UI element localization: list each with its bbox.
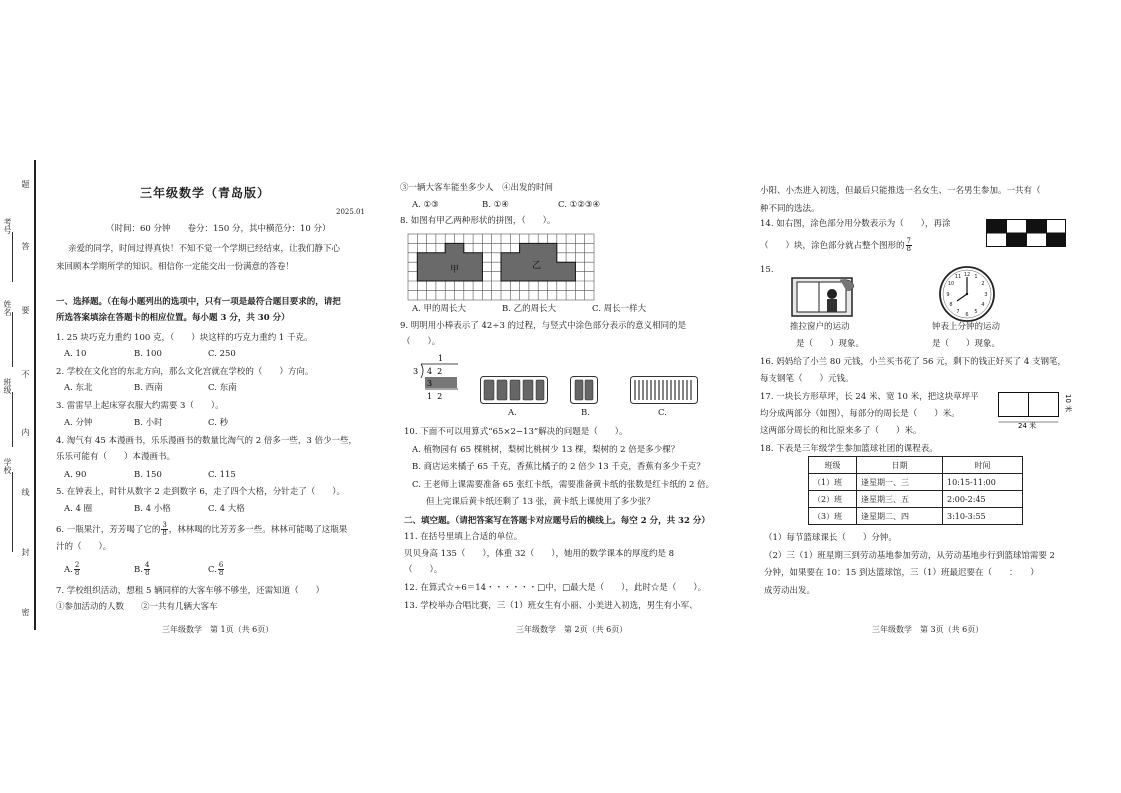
question-3: 3. 雷雷早上起床穿衣服大约需要 3（ ）。 bbox=[56, 401, 224, 411]
denominator: 8 bbox=[144, 569, 150, 577]
schedule-table bbox=[808, 456, 1023, 525]
table-cell: （2）班 bbox=[809, 491, 857, 508]
svg-text:8: 8 bbox=[949, 302, 953, 308]
question-9-cont: （ ）。 bbox=[402, 337, 441, 347]
option-c[interactable]: C. bbox=[658, 408, 667, 418]
svg-text:3: 3 bbox=[984, 292, 988, 298]
lawn-width-label: 10 米 bbox=[1064, 394, 1072, 413]
option-a[interactable]: A. 10 bbox=[64, 349, 87, 359]
table-cell: 逢星期二、四 bbox=[857, 508, 943, 525]
question-15: 15. bbox=[760, 265, 774, 275]
long-division bbox=[412, 352, 464, 406]
binding-label-school: 学校 bbox=[3, 458, 12, 474]
options-row bbox=[412, 200, 600, 211]
question-14-text: （ ）块，涂色部分就占整个图形的 bbox=[760, 241, 905, 251]
option-a[interactable]: A. bbox=[508, 408, 517, 418]
option-b[interactable]: B. ①④ bbox=[482, 200, 509, 210]
numerator: 7 bbox=[906, 237, 911, 245]
option-b[interactable]: B. 乙的周长大 bbox=[502, 304, 557, 314]
svg-text:12: 12 bbox=[963, 272, 971, 278]
option-b[interactable]: B. 商店运来橘子 65 千克，香蕉比橘子的 2 倍少 13 千克，香蕉有多少千克？ bbox=[412, 462, 705, 472]
option-c[interactable]: C. 秒 bbox=[208, 418, 229, 428]
numerator: 4 bbox=[144, 561, 150, 569]
denominator: 8 bbox=[218, 569, 224, 577]
option-a[interactable]: A. 植物园有 65 棵桃树，梨树比桃树少 13 棵，梨树的 2 倍是多少棵？ bbox=[412, 445, 680, 455]
question-14-cont bbox=[760, 238, 913, 253]
question-13-cont: 小阳、小杰进入初选，但最后只能推选一名女生、一名男生参加。一共有（ bbox=[760, 186, 1041, 196]
question-10: 10. 下面不可以用算式“65×2−13”解决的问题是（ ）。 bbox=[404, 427, 628, 437]
section-heading: 一、选择题。（在每小题列出的选项中，只有一项是最符合题目要求的，请把 bbox=[56, 297, 341, 307]
question-18: 18. 下表是三年级学生参加篮球社团的课程表。 bbox=[760, 444, 938, 454]
section-heading: 所选答案填涂在答题卡的相应位置。每小题 3 分，共 30 分） bbox=[56, 313, 290, 323]
question-7: 7. 学校组织活动，想租 5 辆同样的大客车够不够坐，还需知道（ ） bbox=[56, 586, 325, 596]
option-a[interactable]: A. 甲的周长大 bbox=[412, 304, 467, 314]
table-cell: 10:15-11:00 bbox=[943, 474, 1023, 491]
exam-date: 2025.01 bbox=[336, 208, 365, 216]
question-13-cont: 种不同的选法。 bbox=[760, 204, 820, 214]
section-heading: 二、填空题。（请把答案写在答题卡对应题号后的横线上。每空 2 分，共 32 分） bbox=[404, 516, 710, 526]
question-12: 12. 在算式☆÷6＝14・・・・・・□中，□最大是（ ），此时☆是（ ）。 bbox=[404, 583, 707, 593]
question-9: 9. 明明用小棒表示了 42÷3 的过程，与竖式中涂色部分表示的意义相同的是 bbox=[400, 321, 687, 331]
page-footer: 三年级数学 第 1页（共 6页） bbox=[162, 625, 274, 634]
divisor: 3 bbox=[413, 367, 419, 376]
option-b[interactable]: B. 西南 bbox=[134, 383, 163, 393]
table-row bbox=[809, 491, 1023, 508]
option-c[interactable]: C. 周长一样大 bbox=[592, 304, 647, 314]
options-row bbox=[64, 504, 245, 515]
sticks-option-a bbox=[480, 376, 548, 404]
numerator: 3 bbox=[162, 521, 167, 529]
question-7-choices: ①参加活动的人数 ②一共有几辆大客车 bbox=[56, 602, 218, 612]
table-cell: （1）班 bbox=[809, 474, 857, 491]
question-11-cont: （ ）。 bbox=[404, 565, 443, 575]
seal-char: 题 bbox=[21, 180, 30, 188]
seal-char: 不 bbox=[21, 370, 30, 378]
shaded-grid-figure bbox=[986, 219, 1066, 247]
binding-label-class: 班级 bbox=[3, 378, 12, 394]
page-2 bbox=[400, 0, 740, 793]
option-b[interactable]: B. 小时 bbox=[134, 418, 163, 428]
puzzle-grid-figure bbox=[408, 234, 594, 300]
table-header: 日期 bbox=[857, 457, 943, 474]
page-footer: 三年级数学 第 2页（共 6页） bbox=[516, 625, 628, 634]
denominator: 8 bbox=[74, 569, 80, 577]
question-5: 5. 在钟表上，时针从数字 2 走到数字 6，走了四个大格，分针走了（ ）。 bbox=[56, 487, 345, 497]
fraction bbox=[218, 562, 224, 577]
question-16-cont: 每支钢笔（ ）元钱。 bbox=[760, 374, 854, 384]
option-c[interactable]: C. 东南 bbox=[208, 383, 237, 393]
option-a[interactable]: A. 90 bbox=[64, 470, 87, 480]
binding-margin bbox=[0, 0, 44, 793]
table-header-row bbox=[809, 457, 1023, 474]
window-picture bbox=[790, 276, 856, 318]
product: 3 bbox=[427, 379, 433, 388]
remainder: 1 2 bbox=[427, 392, 443, 401]
sticks-option-c bbox=[630, 376, 698, 404]
question-6-text: ，林林喝的比芳芳多一些。林林可能喝了这瓶果 bbox=[168, 525, 348, 535]
option-a[interactable]: A. ①③ bbox=[412, 200, 439, 210]
option-b[interactable]: B. 150 bbox=[134, 470, 162, 480]
binding-line bbox=[34, 160, 36, 630]
option-a[interactable]: A. 东北 bbox=[64, 383, 93, 393]
seal-char: 封 bbox=[21, 548, 30, 556]
option-c[interactable]: C. 4 大格 bbox=[208, 504, 245, 514]
question-6-cont: 汁的（ ）。 bbox=[56, 542, 112, 552]
seal-char: 要 bbox=[21, 306, 30, 314]
table-cell: （3）班 bbox=[809, 508, 857, 525]
question-17-cont: 这两部分周长的和比原来多了（ ）米。 bbox=[760, 426, 922, 436]
answer-blank: 是（ ）现象。 bbox=[796, 339, 865, 349]
fraction bbox=[74, 562, 80, 577]
option-letter: C. bbox=[208, 565, 217, 575]
fraction bbox=[161, 522, 167, 537]
svg-text:6: 6 bbox=[965, 312, 969, 318]
binding-label-name: 姓名 bbox=[3, 300, 12, 316]
question-7-choices-cont: ③一辆大客车能坐多少人 ④出发的时间 bbox=[400, 183, 554, 193]
exam-title: 三年级数学（青岛版） bbox=[140, 186, 271, 200]
fill-line bbox=[12, 392, 13, 447]
seal-char: 答 bbox=[21, 242, 30, 250]
question-11-text: 贝贝身高 135（ ），体重 32（ ），她用的数学课本的厚度约是 8 bbox=[404, 549, 675, 559]
lawn-length-label: 24 米 bbox=[1018, 422, 1037, 430]
clock-icon bbox=[938, 265, 996, 323]
page-1 bbox=[52, 0, 377, 793]
question-17-cont: 均分成两部分（如图），每部分的周长是（ ）米。 bbox=[760, 409, 960, 419]
table-cell: 逢星期一、三 bbox=[857, 474, 943, 491]
question-6-text: 6. 一瓶果汁，芳芳喝了它的 bbox=[56, 525, 161, 535]
quotient: 1 bbox=[438, 354, 444, 363]
numerator: 2 bbox=[74, 561, 80, 569]
caption-clock-motion: 钟表上分钟的运动 bbox=[932, 322, 1001, 332]
label-jia: 甲 bbox=[450, 265, 460, 275]
options-row bbox=[64, 383, 237, 394]
options-row bbox=[64, 349, 236, 360]
question-13: 13. 学校举办合唱比赛，三（1）班女生有小丽、小美进入初选，男生有小军、 bbox=[404, 601, 698, 611]
question-11: 11. 在括号里填上合适的单位。 bbox=[404, 532, 523, 542]
option-a[interactable]: A. 4 圈 bbox=[64, 504, 93, 514]
intro-text: 亲爱的同学，时间过得真快！不知不觉一个学期已经结束，让我们静下心 bbox=[68, 244, 341, 254]
option-a[interactable]: A. 分钟 bbox=[64, 418, 93, 428]
table-cell: 2:00-2:45 bbox=[943, 491, 1023, 508]
answer-blank: 是（ ）现象。 bbox=[932, 339, 1001, 349]
question-18-part-2-cont: 分钟，如果要在 10：15 到达篮球馆，三（1）班最迟要在（ ： ） bbox=[764, 568, 1039, 578]
options-row bbox=[64, 470, 236, 481]
option-letter: B. bbox=[134, 565, 143, 575]
question-18-part-2-cont: 成劳动出发。 bbox=[764, 586, 816, 596]
question-2: 2. 学校在文化宫的东北方向，那么文化宫就在学校的（ ）方向。 bbox=[56, 367, 314, 377]
caption-window-motion: 推拉窗户的运动 bbox=[790, 322, 850, 332]
fraction bbox=[144, 562, 150, 577]
question-18-part-1: （1）每节篮球课长（ ）分钟。 bbox=[764, 533, 897, 543]
table-row bbox=[809, 474, 1023, 491]
option-c[interactable]: C. ①②③④ bbox=[558, 200, 601, 210]
dividend: 4 2 bbox=[427, 367, 443, 376]
binding-label-exam-no: 考号 bbox=[3, 218, 12, 234]
option-c[interactable]: C. 王老师上课需要准备 65 张红卡纸，需要准备黄卡纸的张数是红卡纸的 2 倍。 bbox=[412, 480, 715, 490]
svg-text:10: 10 bbox=[947, 281, 955, 287]
svg-text:4: 4 bbox=[981, 302, 985, 308]
shape-jia bbox=[417, 243, 482, 281]
svg-text:9: 9 bbox=[946, 292, 950, 298]
question-4-cont: 乐乐可能有（ ）本漫画书。 bbox=[56, 452, 176, 462]
fill-line bbox=[12, 232, 13, 282]
fraction bbox=[906, 238, 912, 253]
question-1: 1. 25 块巧克力重约 100 克，（ ）块这样的巧克力重约 1 千克。 bbox=[56, 333, 313, 343]
numerator: 6 bbox=[218, 561, 224, 569]
seal-char: 线 bbox=[21, 488, 30, 496]
option-b[interactable]: B. 4 小格 bbox=[134, 504, 171, 514]
svg-text:5: 5 bbox=[974, 309, 978, 315]
option-b[interactable]: B. bbox=[581, 408, 590, 418]
option-c[interactable]: C. 250 bbox=[208, 349, 236, 359]
question-6 bbox=[56, 522, 347, 537]
option-c[interactable] bbox=[208, 562, 225, 577]
intro-text: 来回顾本学期所学的知识。相信你一定能交出一份满意的答卷！ bbox=[56, 262, 295, 272]
svg-text:1: 1 bbox=[974, 274, 978, 280]
page-footer: 三年级数学 第 3页（共 6页） bbox=[872, 625, 984, 634]
svg-text:7: 7 bbox=[956, 309, 960, 315]
svg-text:2: 2 bbox=[981, 281, 985, 287]
option-a[interactable] bbox=[64, 562, 134, 577]
options-row bbox=[64, 562, 225, 577]
seal-char: 内 bbox=[21, 428, 30, 436]
option-c[interactable]: C. 115 bbox=[208, 470, 236, 480]
sticks-option-b bbox=[570, 376, 598, 404]
denominator: 8 bbox=[906, 245, 911, 253]
table-header: 时间 bbox=[943, 457, 1023, 474]
table-row bbox=[809, 508, 1023, 525]
question-14: 14. 如右图，涂色部分用分数表示为（ ），再涂 bbox=[760, 219, 951, 229]
option-b[interactable]: B. 100 bbox=[134, 349, 162, 359]
fill-line bbox=[12, 472, 13, 552]
denominator: 8 bbox=[162, 529, 167, 537]
page-3 bbox=[760, 0, 1100, 793]
question-4: 4. 淘气有 45 本漫画书，乐乐漫画书的数量比淘气的 2 倍多一些，3 倍少一些， bbox=[56, 436, 357, 446]
question-17: 17. 一块长方形草坪，长 24 米、宽 10 米，把这块草坪平 bbox=[760, 392, 979, 402]
option-letter: A. bbox=[64, 565, 73, 575]
options-row bbox=[412, 304, 646, 315]
option-b[interactable] bbox=[134, 562, 208, 577]
seal-char: 密 bbox=[21, 608, 30, 616]
option-c-cont: 但上完课后黄卡纸还剩了 13 张，黄卡纸上课使用了多少张？ bbox=[426, 497, 655, 507]
question-8: 8. 如图有甲乙两种形状的拼图，（ ）。 bbox=[400, 216, 556, 226]
label-yi: 乙 bbox=[532, 261, 542, 271]
table-header: 班级 bbox=[809, 457, 857, 474]
table-cell: 3:10-3:55 bbox=[943, 508, 1023, 525]
question-16: 16. 妈妈给了小兰 80 元钱，小兰买书花了 56 元，剩下的钱正好买了 4 支钢笔， bbox=[760, 357, 1066, 367]
fill-line bbox=[12, 312, 13, 367]
exam-info: （时间：60 分钟 卷分：150 分，其中横范分：10 分） bbox=[106, 224, 331, 234]
svg-text:11: 11 bbox=[954, 274, 962, 280]
table-cell: 逢星期三、五 bbox=[857, 491, 943, 508]
question-18-part-2: （2）三（1）班星期三到劳动基地参加劳动，从劳动基地步行到篮球馆需要 2 bbox=[764, 551, 1055, 561]
lawn-figure bbox=[998, 392, 1078, 432]
options-row bbox=[64, 418, 228, 429]
